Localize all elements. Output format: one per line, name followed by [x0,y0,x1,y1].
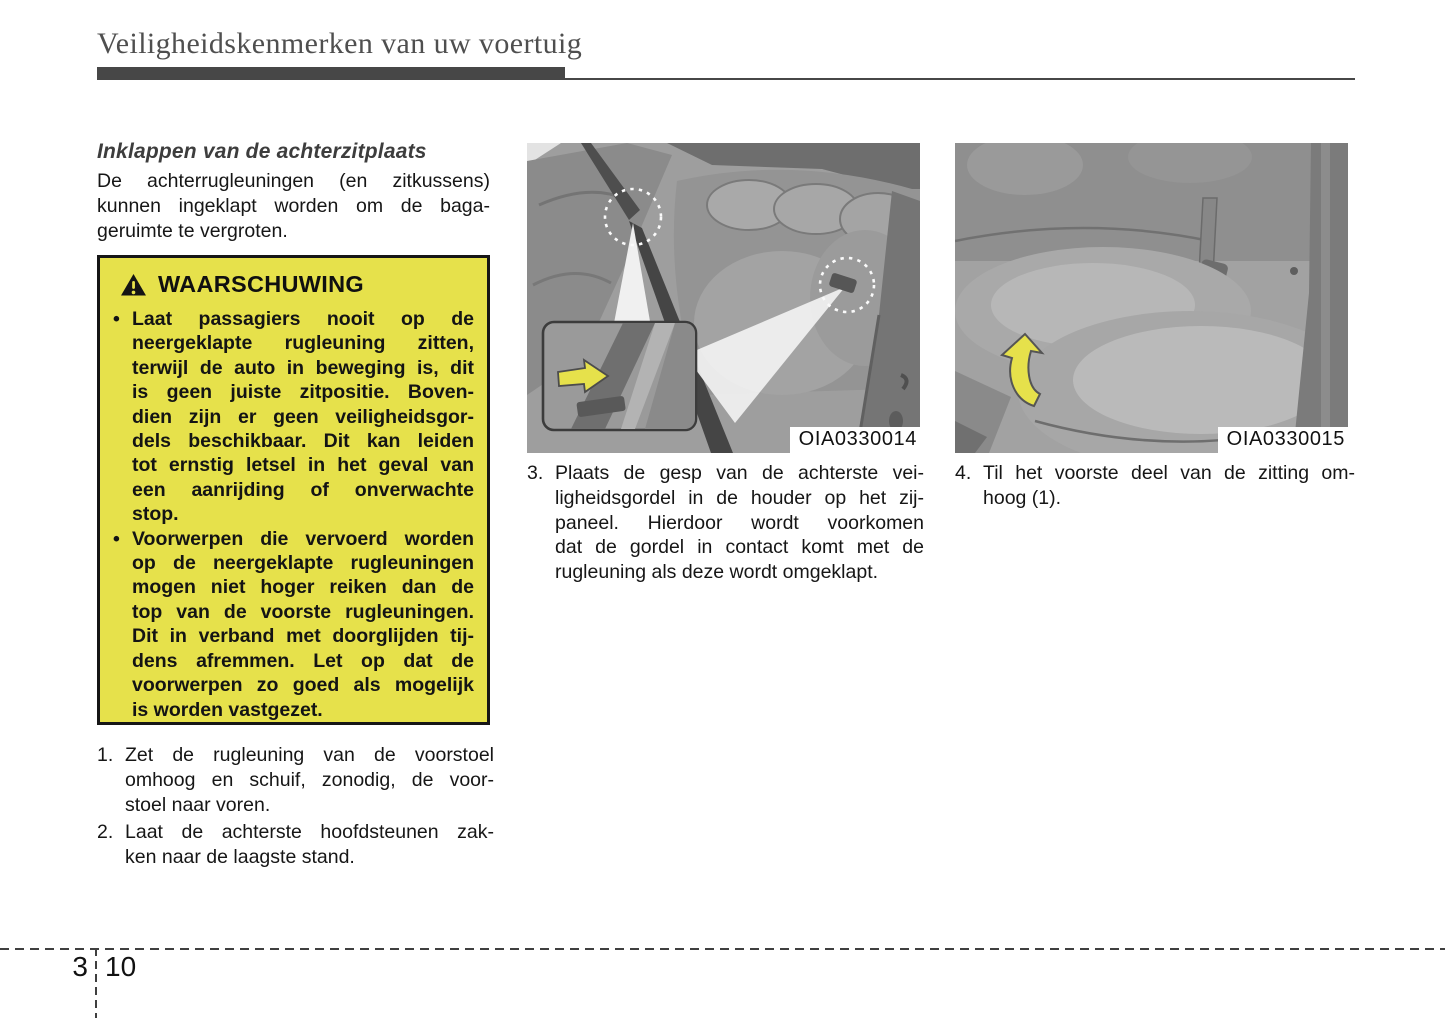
left-column [97,140,490,243]
text-line: Zet de rugleuning van de voorstoel [125,744,494,766]
text-line: hoog (1). [983,486,1062,509]
rear-seat-fold-photo [527,143,920,453]
step-text [125,820,494,870]
rear-seat-cushion-photo [955,143,1348,453]
figure-cushion-lift [955,143,1348,453]
text-line: een aanrijding of onverwachte [132,478,474,501]
text-line: terwijl de auto in beweging is, dit [132,356,474,379]
warning-title: WAARSCHUWING [158,271,364,297]
text-line: voorwerpen zo goed als mogelijk [132,674,474,697]
page-title: Veiligheidskenmerken van uw voertuig [97,27,583,60]
warning-bullet [113,307,474,527]
text-line: Til het voorste deel van de zitting om- [983,462,1355,484]
footer-dashed-divider [95,948,97,1018]
intro-paragraph [97,169,490,243]
text-line: stop. [132,503,179,526]
text-line: Laat de achterste hoofdsteunen zak- [125,821,494,844]
text-line: is geen juiste zitpositie. Boven- [132,381,474,404]
figure-caption: OIA0330015 [1218,427,1348,453]
text-line: op de neergeklapte rugleuningen [132,552,474,575]
text-line: dels beschikbaar. Dit kan leiden [132,430,474,453]
bullet-marker: • [113,308,120,330]
warning-box [97,255,490,725]
warning-title-row [120,271,474,298]
step-number: 3. [527,462,544,484]
step-item-1 [97,743,494,817]
bullet-marker: • [113,527,120,550]
text-line: dens afremmen. Let op dat de [132,649,474,672]
text-line: ligheidsgordel in de houder op het zij- [555,486,924,509]
text-line: rugleuning als deze wordt omgeklapt. [555,561,879,584]
text-line: dien zijn er geen veiligheidsgor- [132,405,474,428]
step-number: 1. [97,744,114,766]
step-text [555,461,924,585]
text-line: dat de gordel in contact komt met de [555,536,924,559]
text-line: paneel. Hierdoor wordt voorkomen [555,511,924,534]
text-line: mogen niet hoger reiken dan de [132,576,474,599]
text-line: Voorwerpen die vervoerd worden [132,527,474,550]
warning-bullet-text [132,527,474,722]
text-line: stoel naar voren. [125,793,271,816]
text-line: Laat passagiers nooit op de [132,308,474,330]
step-text [125,743,494,817]
text-line: De achterrugleuningen (en zitkussens) [97,170,490,192]
text-line: top van de voorste rugleuningen. [132,600,474,623]
warning-bullet [113,527,474,722]
text-line: kunnen ingeklapt worden om de baga- [97,194,490,217]
figure-caption: OIA0330014 [790,427,920,453]
footer-dashed-rule [0,948,1445,950]
footer-chapter-number: 3 [72,951,88,982]
text-line: Dit in verband met doorglijden tij- [132,625,474,648]
header-rule [97,78,1355,80]
step-item-4 [955,461,1355,514]
steps-list [97,743,494,873]
text-line: ken naar de laagste stand. [125,846,355,869]
footer-page-number: 10 [105,951,137,982]
text-line: neergeklapte rugleuning zitten, [132,332,474,355]
inset-detail-box [543,322,696,430]
section-heading: Inklappen van de achterzitplaats [97,140,427,163]
text-line: omhoog en schuif, zonodig, de voor- [125,768,494,791]
figure-seatbelt-holder [527,143,920,453]
step-item-2 [97,820,494,870]
step-text [983,461,1355,511]
step-number: 2. [97,821,114,844]
text-line: is worden vastgezet. [132,698,323,721]
warning-triangle-icon [120,273,147,297]
text-line: Plaats de gesp van de achterste vei- [555,462,924,484]
text-line: geruimte te vergroten. [97,219,288,242]
warning-bullet-text [132,307,474,527]
text-line: tot ernstig letsel in het geval van [132,454,474,477]
step-item-3 [527,461,924,588]
step-number: 4. [955,462,972,484]
